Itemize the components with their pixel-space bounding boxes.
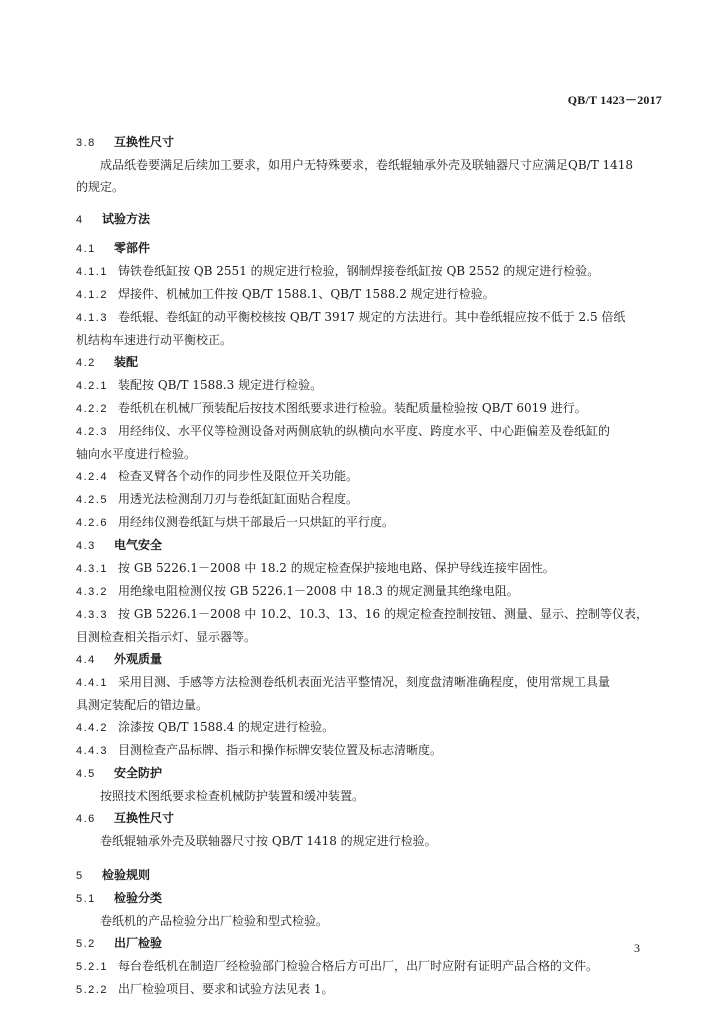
clause-item [76,260,654,283]
clause-number: 3.8 [76,137,96,149]
clause-text: 出厂检验 [114,936,163,950]
clause-number: 4.2.6 [76,517,108,529]
clause-item [76,465,654,488]
clause-number: 4.1.3 [76,312,108,324]
clause-text: 铸铁卷纸缸按 QB 2551 的规定进行检验，钢制焊接卷纸缸按 QB 2552 的规定进行检验。 [118,264,600,278]
clause-item [76,511,654,534]
clause-text: 按照技术图纸要求检查机械防护装置和缓冲装置。 [100,789,365,803]
clause-item [76,374,654,397]
clause-text: 出厂检验项目、要求和试验方法见表 1。 [118,982,334,996]
clause-item [76,978,654,1001]
clause-text: 电气安全 [114,538,163,552]
paragraph [76,154,654,176]
clause-item [76,306,654,329]
section-heading [76,864,654,887]
subsection-heading [76,932,654,955]
clause-text: 检验规则 [102,868,151,882]
clause-number: 4.4 [76,654,96,666]
clause-text: 按 GB 5226.1－2008 中 10.2、10.3、13、16 的规定检查控制按钮、测量、显示、控制等仪表， [118,607,648,621]
clause-text: 具测定装配后的错边量。 [76,698,209,712]
paragraph [76,910,654,932]
clause-number: 5.2.2 [76,984,108,996]
clause-number: 5.2 [76,938,96,950]
clause-number: 4.1 [76,243,96,255]
clause-number: 4.4.3 [76,745,108,757]
clause-number: 4.2.2 [76,403,108,415]
clause-text: 按 GB 5226.1－2008 中 18.2 的规定检查保护接地电路、保护导线连接牢固性。 [118,561,555,575]
clause-item [76,397,654,420]
clause-text: 成品纸卷要满足后续加工要求，如用户无特殊要求，卷纸辊轴承外壳及联轴器尺寸应满足QB/T 1418 [100,158,634,172]
clause-text: 卷纸机的产品检验分出厂检验和型式检验。 [100,914,329,928]
clause-number: 4.3.2 [76,586,108,598]
clause-text: 试验方法 [102,212,151,226]
paragraph-continuation [76,443,654,465]
clause-text: 目测检查相关指示灯、显示器等。 [76,630,257,644]
clause-text: 每台卷纸机在制造厂经检验部门检验合格后方可出厂，出厂时应附有证明产品合格的文件。 [118,959,599,973]
paragraph-continuation [76,626,654,648]
clause-item [76,671,654,694]
document-body [76,131,654,1001]
subsection-heading [76,807,654,830]
clause-text: 装配按 QB/T 1588.3 规定进行检验。 [118,378,323,392]
clause-number: 4.3.3 [76,609,108,621]
clause-number: 5.1 [76,893,96,905]
clause-number: 4.6 [76,813,96,825]
subsection-heading [76,351,654,374]
clause-item [76,283,654,306]
clause-text: 卷纸机在机械厂预装配后按技术图纸要求进行检验。装配质量检验按 QB/T 6019 进行。 [118,401,587,415]
subsection-heading [76,131,654,154]
clause-text: 零部件 [114,241,151,255]
subsection-heading [76,762,654,785]
clause-item [76,488,654,511]
paragraph-continuation [76,176,654,198]
subsection-heading [76,648,654,671]
document-code: QB/T 1423－2017 [567,93,662,107]
clause-text: 安全防护 [114,766,163,780]
clause-item [76,420,654,443]
paragraph-continuation [76,694,654,716]
paragraph [76,785,654,807]
clause-number: 4.2.4 [76,471,108,483]
paragraph [76,830,654,852]
clause-text: 涂漆按 QB/T 1588.4 的规定进行检验。 [118,720,335,734]
clause-text: 卷纸辊、卷纸缸的动平衡校核按 QB/T 3917 规定的方法进行。其中卷纸辊应按不低于 2.5 倍纸 [118,310,626,324]
clause-number: 4.2.1 [76,380,108,392]
clause-number: 4.1.1 [76,266,108,278]
subsection-heading [76,534,654,557]
clause-text: 用经纬仪、水平仪等检测设备对两侧底轨的纵横向水平度、跨度水平、中心距偏差及卷纸缸的 [118,424,611,438]
subsection-heading [76,887,654,910]
clause-text: 互换性尺寸 [114,135,175,149]
clause-text: 用绝缘电阻检测仪按 GB 5226.1－2008 中 18.3 的规定测量其绝缘电阻。 [118,584,519,598]
clause-number: 4.4.2 [76,722,108,734]
subsection-heading [76,237,654,260]
clause-text: 机结构车速进行动平衡校正。 [76,333,233,347]
clause-text: 用透光法检测刮刀刃与卷纸缸缸面贴合程度。 [118,492,359,506]
clause-number: 4.4.1 [76,677,108,689]
clause-item [76,580,654,603]
clause-number: 4.5 [76,768,96,780]
clause-number: 4.3.1 [76,563,108,575]
clause-number: 4.2 [76,357,96,369]
clause-number: 4.2.5 [76,494,108,506]
clause-number: 5.2.1 [76,961,108,973]
section-heading [76,208,654,231]
clause-text: 装配 [114,355,139,369]
clause-text: 检查叉臂各个动作的同步性及限位开关功能。 [118,469,359,483]
paragraph-continuation [76,329,654,351]
clause-text: 的规定。 [76,180,125,194]
clause-text: 互换性尺寸 [114,811,175,825]
clause-text: 采用目测、手感等方法检测卷纸机表面光洁平整情况，刻度盘清晰准确程度，使用常规工具量 [118,675,611,689]
clause-number: 4.2.3 [76,426,108,438]
clause-item [76,557,654,580]
page-number: 3 [634,941,640,955]
clause-text: 焊接件、机械加工件按 QB/T 1588.1、QB/T 1588.2 规定进行检验。 [118,287,495,301]
clause-text: 外观质量 [114,652,163,666]
clause-text: 卷纸辊轴承外壳及联轴器尺寸按 QB/T 1418 的规定进行检验。 [100,834,437,848]
clause-text: 轴向水平度进行检验。 [76,447,197,461]
clause-item [76,716,654,739]
clause-item [76,739,654,762]
clause-number: 5 [76,870,84,882]
clause-item [76,603,654,626]
clause-item [76,955,654,978]
clause-number: 4.3 [76,540,96,552]
clause-text: 用经纬仪测卷纸缸与烘干部最后一只烘缸的平行度。 [118,515,395,529]
clause-text: 检验分类 [114,891,163,905]
clause-number: 4 [76,214,84,226]
clause-text: 目测检查产品标牌、指示和操作标牌安装位置及标志清晰度。 [118,743,443,757]
clause-number: 4.1.2 [76,289,108,301]
